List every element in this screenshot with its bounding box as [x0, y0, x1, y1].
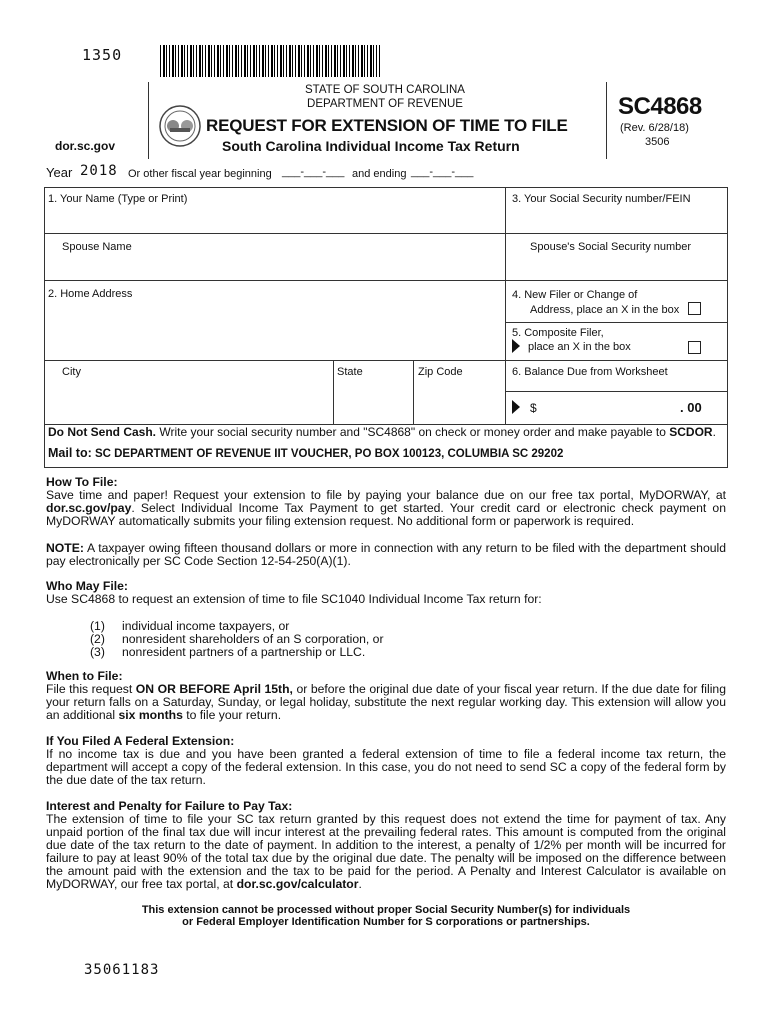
- no-cash-text: Write your social security number and "SC4868" on check or money order and make payable to: [159, 425, 666, 439]
- bottom-code: 35061183: [84, 962, 160, 978]
- list-num: (2): [90, 632, 105, 646]
- list-num: (3): [90, 645, 105, 659]
- form-code-top: 1350: [82, 46, 123, 64]
- payee: SCDOR: [669, 425, 713, 439]
- row-divider-3: [505, 322, 727, 323]
- header-divider-left: [148, 82, 149, 159]
- composite-label: 5. Composite Filer,: [512, 327, 604, 339]
- fiscal-begin-input[interactable]: ___-___-___: [282, 166, 345, 178]
- mail-label: Mail to:: [48, 446, 92, 460]
- who-text: Use SC4868 to request an extension of time to file SC1040 Individual Income Tax return for:: [46, 592, 542, 606]
- new-filer-label-2: Address, place an X in the box: [530, 304, 680, 316]
- column-divider: [505, 187, 506, 424]
- dollar-sign: $: [530, 401, 537, 415]
- payee-period: .: [712, 425, 716, 439]
- and-ending-label: and ending: [352, 168, 407, 180]
- interest-paragraph: [46, 813, 726, 891]
- how-heading: How To File:: [46, 475, 118, 489]
- row-divider-2: [44, 280, 727, 281]
- state-divider: [333, 360, 334, 424]
- when-text-3: to file your return.: [186, 708, 282, 722]
- fiscal-year-label: Or other fiscal year beginning: [128, 168, 272, 180]
- who-list: [90, 620, 384, 659]
- list-text: nonresident shareholders of an S corporation, or: [122, 632, 384, 646]
- form-code: 3506: [645, 136, 670, 148]
- interest-text: The extension of time to file your SC tax return granted by this request does not extend the time for payment of tax. Any unpaid portion of the final tax due will incur interest at the prevailing federal rates. This amount is computed from the original due date of the tax return to the date of payment. In addition to the interest, a penalty of 1/2% per month will be incurred for failure to pay at least 90% of the total tax due by the original due date. The penalty will be imposed on the difference between the amount paid with the extension and the tax to be paid for the period. A Penalty and Interest Calculator is available on MyDORWAY, our free tax portal, at: [46, 812, 726, 891]
- department-name: DEPARTMENT OF REVENUE: [307, 98, 463, 110]
- when-heading: When to File:: [46, 669, 123, 683]
- when-bold-1: ON OR BEFORE April 15th,: [135, 682, 293, 696]
- note-text: A taxpayer owing fifteen thousand dollars or more in connection with any return to be filed with the department should pay electronically per SC Code Section 12-54-250(A)(1).: [46, 541, 726, 568]
- year-value: 2018: [80, 163, 118, 179]
- list-text: individual income taxpayers, or: [122, 619, 290, 633]
- website: dor.sc.gov: [55, 139, 116, 153]
- zip-divider: [413, 360, 414, 424]
- arrow-icon: [512, 339, 520, 353]
- arrow-icon: [512, 400, 520, 414]
- header-divider-right: [606, 82, 607, 159]
- no-cash-bold: Do Not Send Cash.: [48, 425, 157, 439]
- form-revision: (Rev. 6/28/18): [620, 122, 689, 134]
- new-filer-checkbox[interactable]: [688, 302, 701, 315]
- form-subtitle: South Carolina Individual Income Tax Return: [222, 138, 520, 154]
- name-field[interactable]: 1. Your Name (Type or Print): [48, 193, 188, 205]
- interest-end: .: [358, 877, 362, 891]
- zip-field[interactable]: Zip Code: [418, 366, 463, 378]
- fiscal-end-input[interactable]: ___-___-___: [411, 166, 474, 178]
- state-name: STATE OF SOUTH CAROLINA: [305, 84, 465, 96]
- interest-link[interactable]: dor.sc.gov/calculator: [236, 877, 359, 891]
- federal-heading: If You Filed A Federal Extension:: [46, 734, 235, 748]
- ssn-field[interactable]: 3. Your Social Security number/FEIN: [512, 193, 691, 205]
- how-link[interactable]: dor.sc.gov/pay: [46, 501, 132, 515]
- how-text-2: . Select Individual Income Tax Payment to get started. Your credit card or electronic check payment on MyDORWAY automatically submits your filing extension request. No additional form or paperwork is required.: [46, 501, 726, 528]
- when-text-1: File this request: [46, 682, 133, 696]
- home-address-field[interactable]: 2. Home Address: [48, 288, 133, 300]
- spouse-name-field[interactable]: Spouse Name: [62, 241, 132, 253]
- composite-checkbox[interactable]: [688, 341, 701, 354]
- mail-to: [48, 446, 563, 460]
- balance-due-input[interactable]: . 00: [680, 400, 702, 415]
- spouse-ssn-field[interactable]: Spouse's Social Security number: [530, 241, 692, 253]
- year-label: Year: [46, 165, 73, 180]
- row-divider-5: [505, 391, 727, 392]
- state-field[interactable]: State: [337, 366, 363, 378]
- form-title: REQUEST FOR EXTENSION OF TIME TO FILE: [206, 116, 568, 135]
- list-item: [90, 646, 384, 659]
- who-heading: Who May File:: [46, 579, 128, 593]
- when-text-2: or before the original due date of your fiscal year return. If the due date for filing your return falls on a Saturday, Sunday, or legal holiday, substitute the next regular working day. This extension will allow you an additional: [46, 682, 726, 722]
- row-divider-1: [44, 233, 727, 234]
- form-number: SC4868: [618, 93, 702, 120]
- new-filer-label: 4. New Filer or Change of: [512, 289, 638, 301]
- mail-address: SC DEPARTMENT OF REVENUE IIT VOUCHER, PO BOX 100123, COLUMBIA SC 29202: [94, 448, 564, 460]
- no-cash-notice: [48, 425, 724, 439]
- composite-label-2: place an X in the box: [528, 341, 631, 353]
- row-divider-4: [44, 360, 727, 361]
- list-num: (1): [90, 619, 105, 633]
- note-label: NOTE:: [46, 541, 84, 555]
- city-field[interactable]: City: [62, 366, 81, 378]
- footer-line-1: This extension cannot be processed without proper Social Security Number(s) for individuals: [141, 904, 631, 916]
- federal-text: If no income tax is due and you have been granted a federal extension of time to file a federal income tax return, the department will accept a copy of the federal extension. In this case, you do not need to send SC a copy of the federal form by the due date of the tax return.: [46, 747, 726, 787]
- how-text-1: Save time and paper! Request your extension to file by paying your balance due on our free tax portal, MyDORWAY, at: [46, 488, 726, 502]
- footer-line-2: or Federal Employer Identification Number for S corporations or partnerships.: [182, 916, 590, 928]
- when-paragraph: [46, 683, 726, 722]
- footer-note: [46, 904, 726, 928]
- how-paragraph: [46, 489, 726, 528]
- interest-heading: Interest and Penalty for Failure to Pay Tax:: [46, 799, 293, 813]
- note-paragraph: [46, 542, 726, 568]
- balance-due-label: 6. Balance Due from Worksheet: [512, 366, 668, 378]
- when-bold-2: six months: [118, 708, 183, 722]
- barcode: [160, 45, 380, 77]
- list-text: nonresident partners of a partnership or LLC.: [122, 645, 366, 659]
- state-seal-icon: [158, 104, 202, 148]
